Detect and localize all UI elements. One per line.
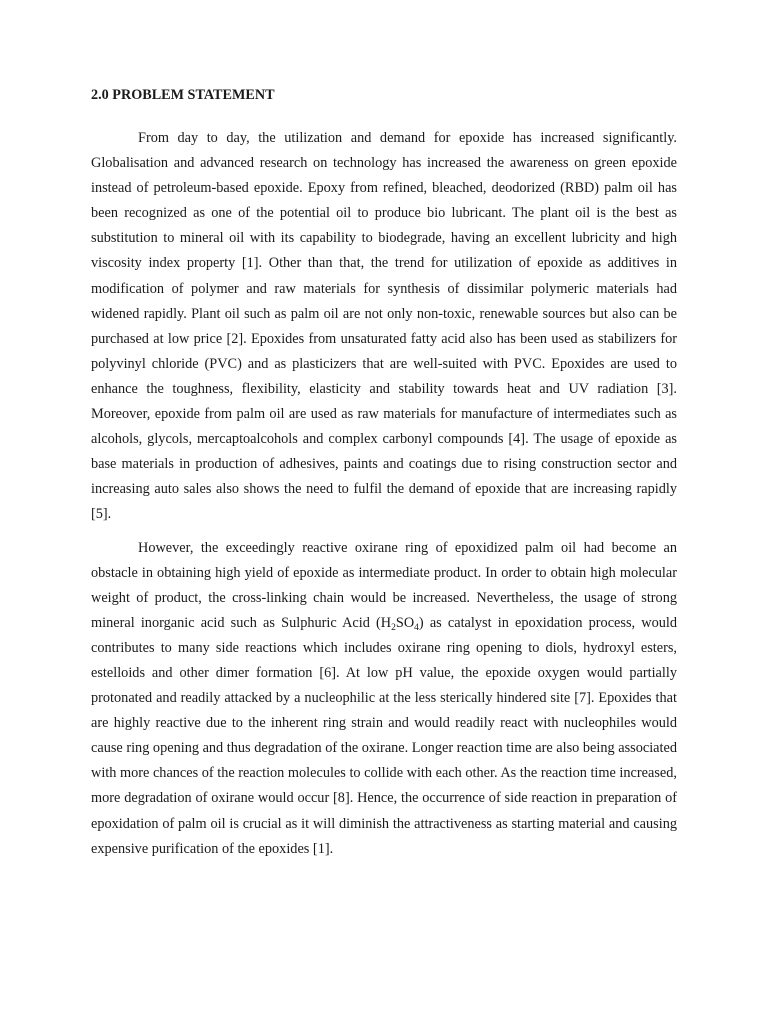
subscript-h2: 2 (391, 622, 396, 633)
subscript-so4: 4 (414, 622, 419, 633)
paragraph-2-text-part-1: However, the exceedingly reactive oxirane ring of epoxidized palm oil had become an obstacle in obtaining high yield of epoxide as intermediate product. In order to obtain high molecular weight of product, the cross-linking chain would be increased. Nevertheless, the usage of strong mineral inorganic acid such as Sulphuric Acid (H (91, 539, 677, 631)
body-paragraph-2 (91, 536, 677, 862)
paragraph-2-text-part-3: ) as catalyst in epoxidation process, would contributes to many side reactions which includes oxirane ring opening to diols, hydroxyl esters, estelloids and other dimer formation [6]. At low pH value, the epoxide oxygen would partially protonated and readily attacked by a nucleophilic at the less sterically hindered site [7]. Epoxides that are highly reactive due to the inherent ring strain and would readily react with nucleophiles would cause ring opening and thus degradation of the oxirane. Longer reaction time are also being associated with more chances of the reaction molecules to collide with each other. As the reaction time increased, more degradation of oxirane would occur [8]. Hence, the occurrence of side reaction in preparation of epoxidation of palm oil is crucial as it will diminish the attractiveness as starting material and causing expensive purification of the epoxides [1]. (91, 614, 678, 857)
paragraph-2-text-part-2: SO (395, 614, 415, 631)
body-paragraph-1: From day to day, the utilization and demand for epoxide has increased significantly. Globalisation and advanced research on technology has increased the awareness on green epoxide instead of petroleum-based epoxide. Epoxy from refined, bleached, deodorized (RBD) palm oil has been recognized as one of the potential oil to produce bio lubricant. The plant oil is the best as substitution to mineral oil with its capability to biodegrade, having an excellent lubricity and high viscosity index property [1]. Other than that, the trend for utilization of epoxide as additives in modification of polymer and raw materials for synthesis of dissimilar polymeric materials had widened rapidly. Plant oil such as palm oil are not only non-toxic, renewable sources but also can be purchased at low price [2]. Epoxides from unsaturated fatty acid also has been used as stabilizers for polyvinyl chloride (PVC) and as plasticizers that are well-suited with PVC. Epoxides are used to enhance the toughness, flexibility, elasticity and stability towards heat and UV radiation [3]. Moreover, epoxide from palm oil are used as raw materials for manufacture of intermediates such as alcohols, glycols, mercaptoalcohols and complex carbonyl compounds [4]. The usage of epoxide as base materials in production of adhesives, paints and coatings due to rising construction sector and increasing auto sales also shows the need to fulfil the demand of epoxide that are increasing rapidly [5]. (91, 130, 677, 523)
section-heading: 2.0 PROBLEM STATEMENT (91, 87, 275, 103)
